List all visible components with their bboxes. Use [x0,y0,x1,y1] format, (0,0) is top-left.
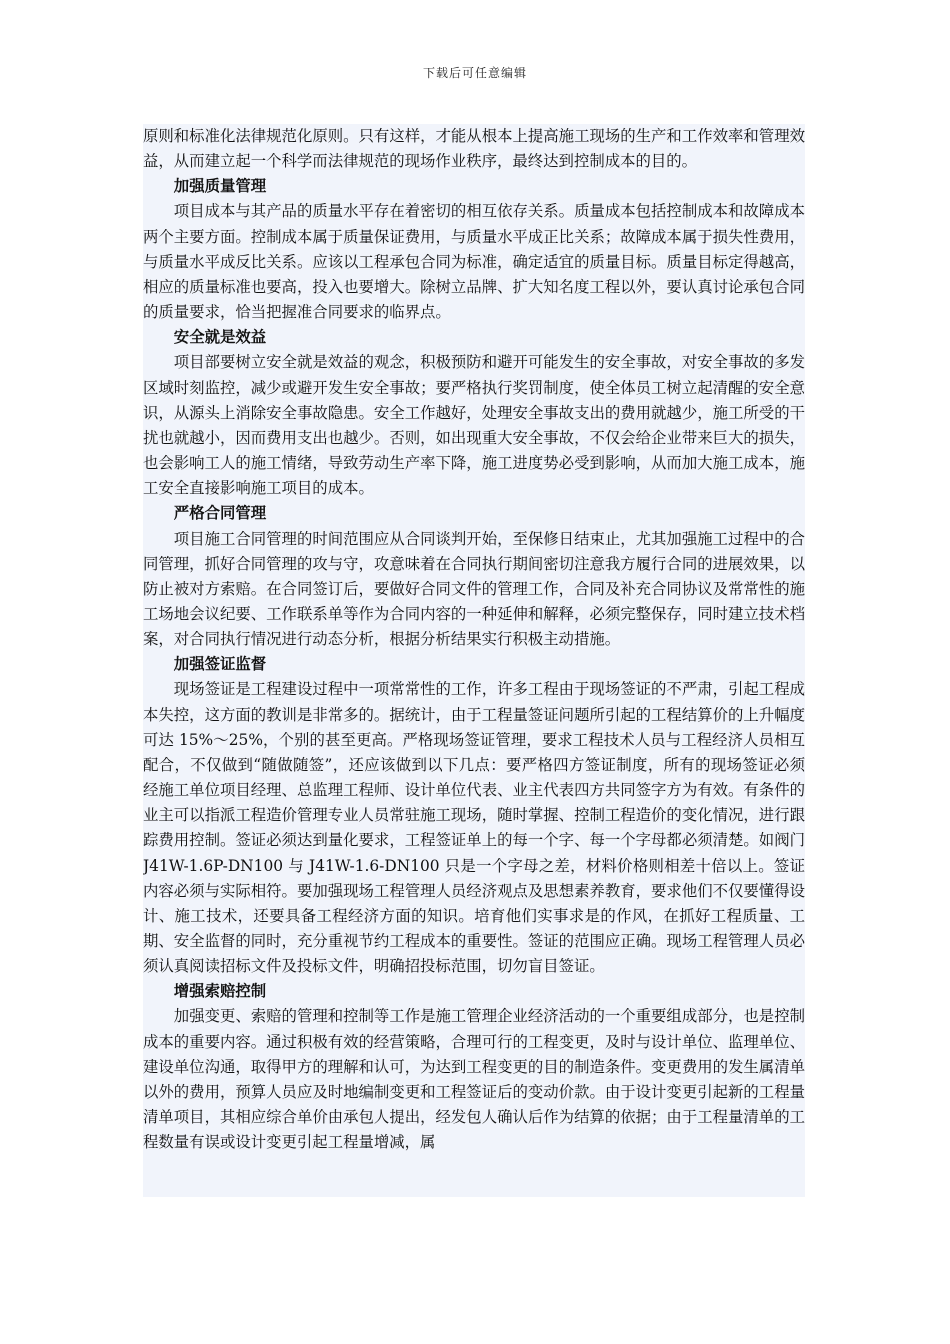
section-heading-contract: 严格合同管理 [173,504,267,523]
section-heading-visa: 加强签证监督 [173,655,267,674]
paragraph-visa: 现场签证是工程建设过程中一项常常性的工作，许多工程由于现场签证的不严肃，引起工程成本失控，这方面的教训是非常多的。据统计，由于工程量签证问题所引起的工程结算价的上升幅度可达 15%～25%，个别的甚至更高。严格现场签证管理，要求工程技术人员与工程经济人员相互配合，不仅做到“随做随签”，还应该做到以下几点：要严格四方签证制度，所有的现场签证必须经施工单位项目经理、总监理工程师、设计单位代表、业主代表四方共同签字方为有效。有条件的业主可以指派工程造价管理专业人员常驻施工现场，随时掌握、控制工程造价的变化情况，进行跟踪费用控制。签证必须达到量化要求，工程签证单上的每一个字、每一个字母都必须清楚。如阀门 J41W-1.6P-DN100 与 J41W-1.6-DN100 只是一个字母之差，材料价格则相差十倍以上。签证内容必须与实际相符。要加强现场工程管理人员经济观点及思想素养教育，要求他们不仅要懂得设计、施工技术，还要具备工程经济方面的知识。培育他们实事求是的作风，在抓好工程质量、工期、安全监督的同时，充分重视节约工程成本的重要性。签证的范围应正确。现场工程管理人员必须认真阅读招标文件及投标文件，明确招投标范围，切勿盲目签证。 [143,680,805,976]
section-heading-safety: 安全就是效益 [173,328,267,347]
section-heading-claims: 增强索赔控制 [173,982,267,1001]
paragraph-contract: 项目施工合同管理的时间范围应从合同谈判开始，至保修日结束止，尤其加强施工过程中的合同管理，抓好合同管理的攻与守，攻意味着在合同执行期间密切注意我方履行合同的进展效果，以防止被对方索赔。在合同签订后，要做好合同文件的管理工作，合同及补充合同协议及常常性的施工场地会议纪要、工作联系单等作为合同内容的一种延伸和解释，必须完整保存，同时建立技术档案，对合同执行情况进行动态分析，根据分析结果实行积极主动措施。 [143,529,805,649]
section-heading-quality: 加强质量管理 [173,177,267,196]
paragraph-intro: 原则和标准化法律规范化原则。只有这样，才能从根本上提高施工现场的生产和工作效率和管理效益，从而建立起一个科学而法律规范的现场作业秩序，最终达到控制成本的目的。 [143,127,805,171]
paragraph-claims: 加强变更、索赔的管理和控制等工作是施工管理企业经济活动的一个重要组成部分，也是控制成本的重要内容。通过积极有效的经营策略，合理可行的工程变更，及时与设计单位、监理单位、建设单位沟通，取得甲方的理解和认可，为达到工程变更的目的制造条件。变更费用的发生属清单以外的费用，预算人员应及时地编制变更和工程签证后的变动价款。由于设计变更引起新的工程量清单项目，其相应综合单价由承包人提出，经发包人确认后作为结算的依据；由于工程量清单的工程数量有误或设计变更引起工程量增减，属 [143,1007,805,1152]
document-body [143,124,805,1197]
paragraph-quality: 项目成本与其产品的质量水平存在着密切的相互依存关系。质量成本包括控制成本和故障成本两个主要方面。控制成本属于质量保证费用，与质量水平成正比关系；故障成本属于损失性费用，与质量水平成反比关系。应该以工程承包合同为标准，确定适宜的质量目标。质量目标定得越高，相应的质量标准也要高，投入也要增大。除树立品牌、扩大知名度工程以外，要认真讨论承包合同的质量要求，恰当把握准合同要求的临界点。 [143,202,805,322]
page-header: 下载后可任意编辑 [422,66,527,80]
paragraph-safety: 项目部要树立安全就是效益的观念，积极预防和避开可能发生的安全事故，对安全事故的多发区域时刻监控，减少或避开发生安全事故；要严格执行奖罚制度，使全体员工树立起清醒的安全意识，从源头上消除安全事故隐患。安全工作越好，处理安全事故支出的费用就越少，施工所受的干扰也就越小，因而费用支出也越少。否则，如出现重大安全事故，不仅会给企业带来巨大的损失，也会影响工人的施工情绪，导致劳动生产率下降，施工进度势必受到影响，从而加大施工成本，施工安全直接影响施工项目的成本。 [143,353,805,498]
